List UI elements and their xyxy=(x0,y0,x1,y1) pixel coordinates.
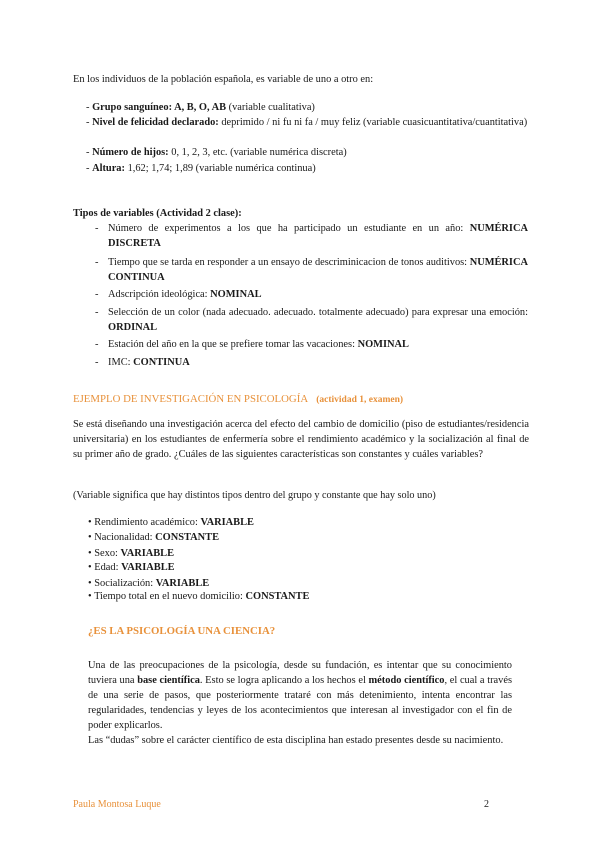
item-label: Altura: xyxy=(92,163,125,174)
item-answer: CONSTANTE xyxy=(155,532,220,543)
item-answer: CONTINUA xyxy=(133,357,190,368)
list-item: • Nacionalidad: CONSTANTE xyxy=(88,532,220,543)
dash-marker: - xyxy=(95,257,99,268)
item-note: (variable cualitativa) xyxy=(226,102,315,113)
page-number: 2 xyxy=(484,799,489,810)
item-answer: NOMINAL xyxy=(210,289,262,300)
item-note: 0, 1, 2, 3, etc. (variable numérica discreta) xyxy=(168,147,347,158)
list-item: - Grupo sanguíneo: A, B, O, AB (variable cualitativa) xyxy=(86,102,315,113)
item-text: Tiempo total en el nuevo domicilio: xyxy=(94,591,246,602)
example-clarification: (Variable significa que hay distintos tipos dentro del grupo y constante que hay solo uno) xyxy=(73,490,436,501)
example-heading-text: EJEMPLO DE INVESTIGACIÓN EN PSICOLOGÍA xyxy=(73,393,309,405)
dash-marker: - xyxy=(95,223,99,234)
item-text: Socialización: xyxy=(94,578,156,589)
item-answer: VARIABLE xyxy=(121,562,175,573)
item-label: Nivel de felicidad declarado: xyxy=(92,117,219,128)
activity-heading-text: Tipos de variables (Actividad 2 clase): xyxy=(73,208,242,219)
list-item: - Número de hijos: 0, 1, 2, 3, etc. (variable numérica discreta) xyxy=(86,147,347,158)
item-text: Adscripción ideológica: xyxy=(108,289,211,300)
list-item: - Nivel de felicidad declarado: deprimido / ni fu ni fa / muy feliz (variable cuasicuantitativa/cuantitativa) xyxy=(86,117,528,128)
item-answer: NOMINAL xyxy=(357,339,409,350)
dash-marker: - xyxy=(95,307,99,318)
item-label: Número de hijos: xyxy=(92,147,169,158)
list-item xyxy=(108,287,528,302)
item-answer: VARIABLE xyxy=(120,548,175,559)
science-heading-text: ¿ES LA PSICOLOGÍA UNA CIENCIA? xyxy=(88,625,276,637)
item-text: Edad: xyxy=(94,562,122,573)
example-paragraph: Se está diseñando una investigación acerca del efecto del cambio de domicilio (piso de estudiantes/residencia universitaria) en los estudiantes de enfermería sobre el rendimiento académico y la socialización al final de su primer año de grado. ¿Cuáles de las siguientes características son constantes y cuáles variables? xyxy=(73,419,529,460)
paragraph-text: . Esto se logra aplicando a los hechos el xyxy=(199,675,369,686)
activity-heading xyxy=(73,206,242,221)
list-item xyxy=(108,255,528,285)
paragraph-emphasis: base científica xyxy=(137,675,200,686)
footer-author: Paula Montosa Luque xyxy=(73,799,161,810)
item-text: Número de experimentos a los que ha participado un estudiante en un año: xyxy=(108,223,470,234)
paragraph-emphasis: método científico xyxy=(368,675,445,686)
science-heading xyxy=(88,624,275,639)
list-item: • Tiempo total en el nuevo domicilio: CONSTANTE xyxy=(88,591,310,602)
item-text: Rendimiento académico: xyxy=(94,517,201,528)
list-item: • Socialización: VARIABLE xyxy=(88,578,210,589)
list-item: • Sexo: VARIABLE xyxy=(88,548,175,559)
paragraph-text: Una de las preocupaciones de la psicología, desde su fundación, es intentar que su conocimiento tuviera una xyxy=(88,660,512,686)
item-answer: NUMÉRICA DISCRETA xyxy=(108,223,528,249)
item-text: Estación del año en la que se prefiere tomar las vacaciones: xyxy=(108,339,358,350)
list-item: • Edad: VARIABLE xyxy=(88,562,175,573)
example-heading-note: (actividad 1, examen) xyxy=(316,395,404,405)
list-item xyxy=(108,337,528,352)
item-note: deprimido / ni fu ni fa / muy feliz (variable cuasicuantitativa/cuantitativa) xyxy=(218,117,528,128)
dash-marker: - xyxy=(95,339,99,350)
paragraph-text: , el cual a través de una serie de pasos, que posteriormente trataré con más detenimiento, intenta encontrar las regularidades, tendencias y leyes de los acontecimientos que interesan al investigador con el fin de poder explicarlos. xyxy=(88,675,513,731)
item-value: A, B, O, AB xyxy=(172,102,227,113)
dash-marker: - xyxy=(95,357,99,368)
item-answer: NUMÉRICA CONTINUA xyxy=(108,257,528,283)
list-item: - Altura: 1,62; 1,74; 1,89 (variable numérica continua) xyxy=(86,163,316,174)
intro-sentence: En los individuos de la población española, es variable de uno a otro en: xyxy=(73,74,374,85)
item-answer: ORDINAL xyxy=(108,322,158,333)
item-answer: CONSTANTE xyxy=(245,591,310,602)
science-paragraph-1 xyxy=(88,658,512,733)
list-item xyxy=(108,221,528,251)
item-answer: VARIABLE xyxy=(155,578,210,589)
item-answer: VARIABLE xyxy=(200,517,254,528)
item-note: 1,62; 1,74; 1,89 (variable numérica continua) xyxy=(124,163,316,174)
item-text: Tiempo que se tarda en responder a un ensayo de descriminicacion de tonos auditivos: xyxy=(108,257,470,268)
item-text: Selección de un color (nada adecuado. adecuado. totalmente adecuado) para expresar una emoción: xyxy=(108,307,528,318)
item-text: Sexo: xyxy=(94,548,121,559)
science-paragraph-2: Las “dudas” sobre el carácter científico de esta disciplina han estado presentes desde su nacimiento. xyxy=(88,735,504,746)
list-item xyxy=(108,355,528,370)
list-item xyxy=(108,305,528,335)
item-text: IMC: xyxy=(108,357,134,368)
item-text: Nacionalidad: xyxy=(94,532,156,543)
dash-marker: - xyxy=(95,289,99,300)
example-heading xyxy=(73,392,403,408)
list-item: • Rendimiento académico: VARIABLE xyxy=(88,517,254,528)
item-label: Grupo sanguíneo: xyxy=(92,102,173,113)
